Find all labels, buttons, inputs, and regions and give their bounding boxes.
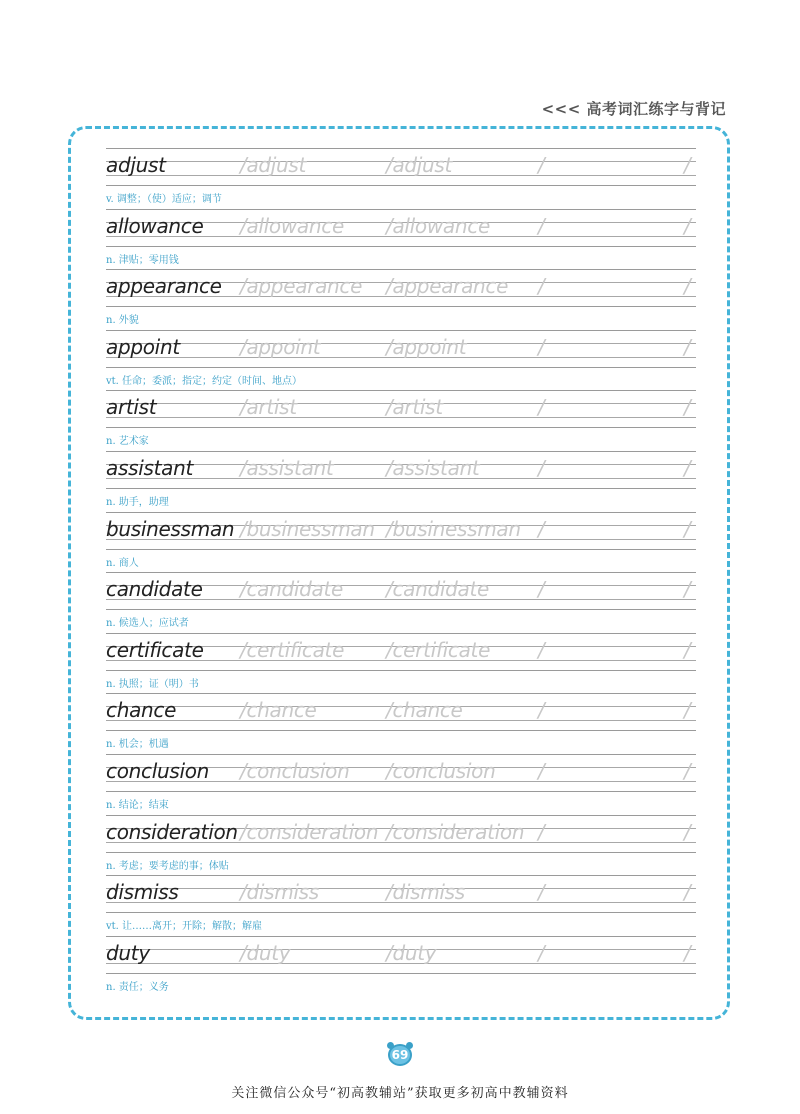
vocabulary-entry [106,267,696,328]
page-number: 69 [391,1048,409,1062]
trace-word: /candidate [240,577,344,602]
word-definition: vt. 让……离开；开除；解散；解雇 [106,921,263,933]
practice-slash: / [684,213,691,238]
guide-line [106,633,696,634]
trace-word: /artist [240,395,297,420]
trace-word: /appoint [386,334,467,359]
vocabulary-entry [106,146,696,207]
practice-slash: / [684,637,691,662]
guide-line [106,670,696,671]
word-definition: n. 执照；证（明）书 [106,678,199,690]
trace-word: /businessman [240,516,375,541]
word-definition: n. 助手，助理 [106,496,169,508]
word-definition: n. 考虑；要考虑的事；体贴 [106,860,229,872]
vocabulary-word: artist [106,395,157,420]
practice-slash: / [538,153,545,177]
guide-line [106,875,696,876]
vocabulary-word: dismiss [106,880,179,905]
vocabulary-entry [106,934,696,995]
practice-slash: / [684,577,691,602]
practice-slash: / [684,516,691,541]
guide-line [106,306,696,307]
footer-note: 关注微信公众号“初高教辅站”获取更多初高中教辅资料 [231,1086,569,1101]
trace-word: /conclusion [240,758,350,783]
trace-word: /conclusion [386,758,496,783]
vocabulary-entry [106,752,696,813]
guide-line [106,912,696,913]
vocabulary-entry [106,510,696,571]
guide-line [106,148,696,149]
vocabulary-entry [106,631,696,692]
word-definition: n. 津贴；零用钱 [106,254,179,266]
practice-slash: / [684,153,691,177]
practice-slash: / [684,819,691,844]
practice-slash: / [538,819,545,844]
vocabulary-word: appoint [106,334,180,359]
trace-word: /artist [386,395,443,420]
guide-line [106,451,696,452]
word-definition: vt. 任命；委派；指定；约定（时间、地点） [106,375,303,387]
trace-word: /duty [386,940,437,965]
word-definition: n. 外貌 [106,315,139,327]
vocabulary-word: duty [106,940,150,965]
trace-word: /businessman [386,516,521,541]
page-header-title: <<< 高考词汇练字与背记 [541,100,726,118]
guide-line [106,390,696,391]
guide-line [106,185,696,186]
guide-line [106,269,696,270]
vocabulary-entry [106,691,696,752]
guide-line [106,427,696,428]
word-definition: n. 商人 [106,557,139,569]
trace-word: /assistant [240,455,334,480]
guide-line [106,754,696,755]
trace-word: /certificate [386,637,491,662]
practice-slash: / [684,698,691,723]
practice-slash: / [684,940,691,965]
word-definition: n. 候选人；应试者 [106,618,189,630]
guide-line [106,791,696,792]
vocabulary-entry [106,328,696,389]
vocabulary-entry [106,449,696,510]
guide-line [106,488,696,489]
practice-slash: / [538,577,545,602]
trace-word: /consideration [386,819,525,844]
practice-slash: / [538,940,545,965]
practice-slash: / [538,334,545,359]
practice-slash: / [538,274,545,299]
practice-slash: / [538,516,545,541]
practice-slash: / [684,274,691,299]
vocabulary-list [106,146,696,994]
trace-word: /duty [240,940,291,965]
trace-word: /chance [240,698,317,723]
vocabulary-word: assistant [106,455,193,480]
guide-line [106,815,696,816]
trace-word: /consideration [240,819,379,844]
guide-line [106,330,696,331]
vocabulary-word: chance [106,698,177,723]
practice-slash: / [684,455,691,480]
guide-line [106,512,696,513]
practice-slash: / [538,637,545,662]
trace-word: /dismiss [386,880,465,905]
guide-line [106,936,696,937]
guide-line [106,852,696,853]
word-definition: n. 艺术家 [106,436,149,448]
vocabulary-word: candidate [106,577,203,602]
word-definition: n. 机会；机遇 [106,739,169,751]
guide-line [106,693,696,694]
vocabulary-word: allowance [106,213,204,238]
guide-line [106,609,696,610]
guide-line [106,973,696,974]
trace-word: /candidate [386,577,490,602]
trace-word: /adjust [240,153,307,177]
vocabulary-entry [106,388,696,449]
practice-slash: / [538,758,545,783]
vocabulary-word: businessman [106,516,235,541]
vocabulary-entry [106,207,696,268]
guide-line [106,246,696,247]
trace-word: /certificate [240,637,345,662]
trace-word: /assistant [386,455,480,480]
word-definition: n. 结论；结束 [106,799,169,811]
trace-word: /appoint [240,334,321,359]
vocabulary-entry [106,873,696,934]
practice-slash: / [684,334,691,359]
vocabulary-entry [106,813,696,874]
trace-word: /allowance [240,213,344,238]
practice-slash: / [684,880,691,905]
vocabulary-word: appearance [106,274,222,299]
trace-word: /allowance [386,213,490,238]
trace-word: /appearance [240,274,363,299]
guide-line [106,549,696,550]
vocabulary-word: consideration [106,819,238,844]
word-definition: n. 责任；义务 [106,981,169,993]
vocabulary-word: adjust [106,153,166,177]
trace-word: /appearance [386,274,509,299]
trace-word: /dismiss [240,880,319,905]
practice-slash: / [538,880,545,905]
word-definition: v. 调整；（使）适应；调节 [106,194,222,205]
vocabulary-word: conclusion [106,758,210,783]
practice-slash: / [684,758,691,783]
guide-line [106,367,696,368]
guide-line [106,572,696,573]
practice-slash: / [538,698,545,723]
trace-word: /chance [386,698,463,723]
guide-line [106,209,696,210]
practice-slash: / [538,395,545,420]
trace-word: /adjust [386,153,453,177]
page-number-badge [385,1042,415,1068]
practice-slash: / [684,395,691,420]
vocabulary-word: certificate [106,637,204,662]
practice-slash: / [538,455,545,480]
guide-line [106,730,696,731]
vocabulary-entry [106,570,696,631]
practice-slash: / [538,213,545,238]
